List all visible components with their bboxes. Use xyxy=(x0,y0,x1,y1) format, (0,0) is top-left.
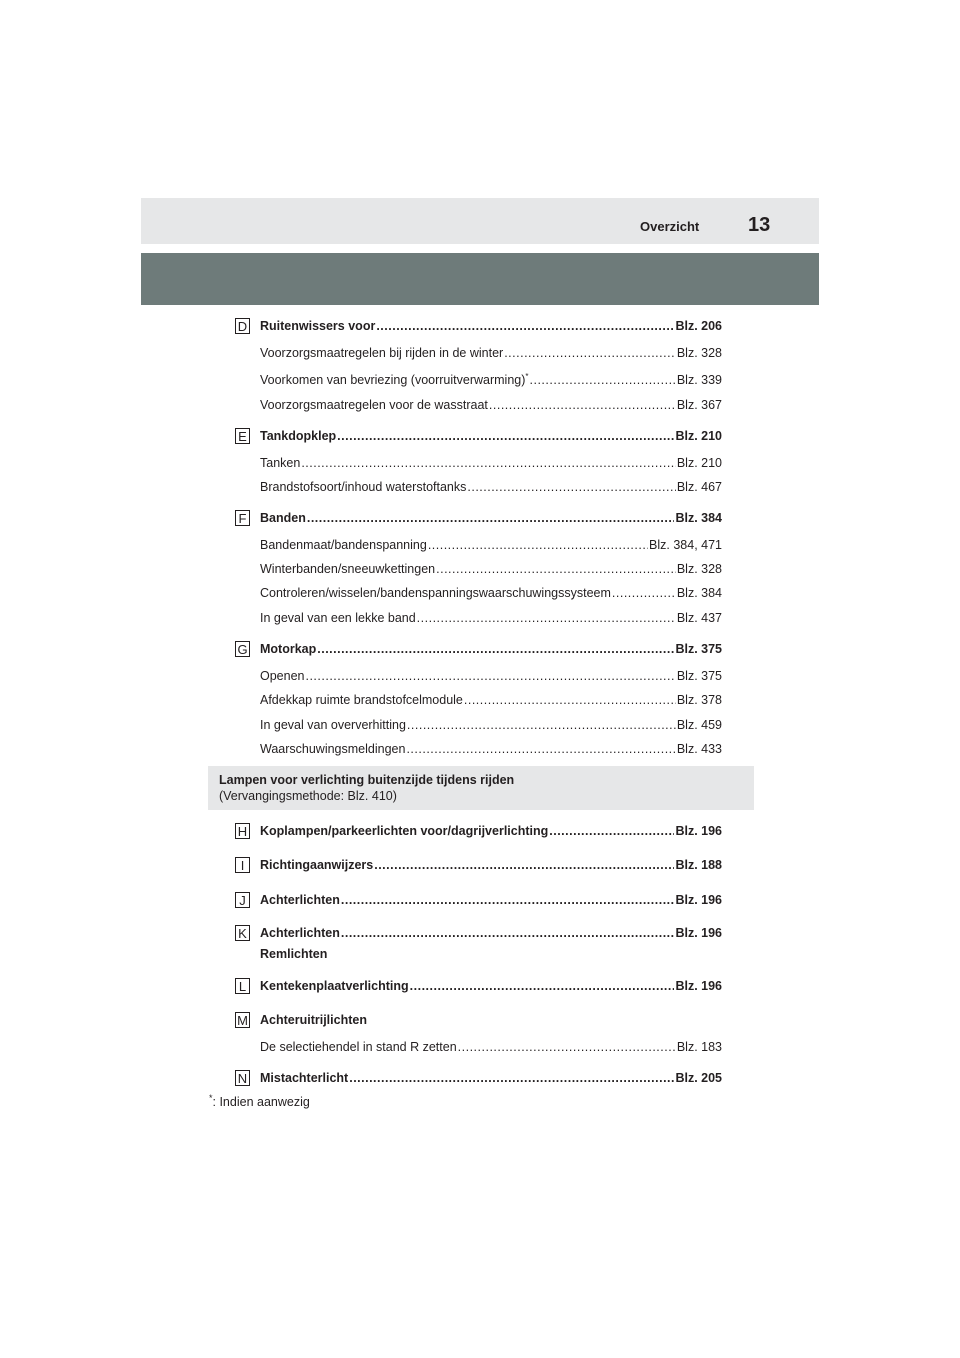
entry-page: Blz. 375 xyxy=(675,642,722,656)
entry-page: Blz. 367 xyxy=(676,398,722,412)
toc-entry-remlichten[interactable] xyxy=(260,946,722,962)
section-badge-d: D xyxy=(235,318,250,334)
entry-label: Mistachterlicht xyxy=(260,1071,349,1085)
entry-label: Openen xyxy=(260,669,305,683)
toc-entry-achterlichten-rem[interactable] xyxy=(260,925,722,941)
entry-page: Blz. 384, 471 xyxy=(649,538,722,552)
footnote xyxy=(209,1092,310,1109)
toc-subentry[interactable] xyxy=(260,692,722,708)
entry-label: Afdekkap ruimte brandstofcelmodule xyxy=(260,693,463,707)
toc-entry-banden[interactable] xyxy=(260,510,722,526)
toc-subentry[interactable] xyxy=(260,372,722,388)
leader-dots xyxy=(489,397,676,413)
entry-page: Blz. 378 xyxy=(676,693,722,707)
toc-entry-motorkap[interactable] xyxy=(260,641,722,657)
leader-dots xyxy=(305,668,675,684)
entry-label: Controleren/wisselen/bandenspanningswaarschuwingssysteem xyxy=(260,586,611,600)
footnote-text: : Indien aanwezig xyxy=(212,1095,310,1109)
entry-page: Blz. 384 xyxy=(675,511,722,525)
entry-page: Blz. 205 xyxy=(675,1071,722,1085)
entry-label: Waarschuwingsmeldingen xyxy=(260,742,406,756)
toc-subentry[interactable] xyxy=(260,345,722,361)
leader-dots xyxy=(504,345,676,361)
leader-dots xyxy=(467,479,675,495)
leader-dots xyxy=(436,561,676,577)
entry-page: Blz. 433 xyxy=(676,742,722,756)
entry-label: Winterbanden/sneeuwkettingen xyxy=(260,562,436,576)
entry-page: Blz. 339 xyxy=(676,373,722,387)
entry-page: Blz. 210 xyxy=(676,456,722,470)
notice-subtitle: (Vervangingsmethode: Blz. 410) xyxy=(219,789,397,803)
entry-page: Blz. 467 xyxy=(676,480,722,494)
entry-label: In geval van oververhitting xyxy=(260,718,406,732)
entry-label: Banden xyxy=(260,511,306,525)
toc-entry-achterlichten[interactable] xyxy=(260,892,722,908)
section-badge-i: I xyxy=(235,857,250,873)
entry-label: Tankdopklep xyxy=(260,429,337,443)
section-badge-m: M xyxy=(235,1012,250,1028)
leader-dots xyxy=(530,372,676,388)
leader-dots xyxy=(428,537,648,553)
leader-dots xyxy=(376,318,674,334)
toc-entry-tankdopklep[interactable] xyxy=(260,428,722,444)
entry-page: Blz. 328 xyxy=(676,562,722,576)
section-badge-j: J xyxy=(235,892,250,908)
leader-dots xyxy=(341,892,675,908)
toc-entry-richtingaanwijzers[interactable] xyxy=(260,857,722,873)
toc-subentry[interactable] xyxy=(260,537,722,553)
leader-dots xyxy=(374,857,674,873)
leader-dots xyxy=(307,510,675,526)
footnote-marker: * xyxy=(525,372,529,381)
toc-subentry[interactable] xyxy=(260,585,722,601)
entry-label: Kentekenplaatverlichting xyxy=(260,979,409,993)
entry-page: Blz. 196 xyxy=(675,824,722,838)
entry-label: In geval van een lekke band xyxy=(260,611,416,625)
leader-dots xyxy=(407,717,676,733)
leader-dots xyxy=(549,823,674,839)
entry-page: Blz. 206 xyxy=(675,319,722,333)
entry-page: Blz. 210 xyxy=(675,429,722,443)
entry-label: Motorkap xyxy=(260,642,317,656)
leader-dots xyxy=(301,455,676,471)
section-badge-n: N xyxy=(235,1070,250,1086)
entry-label: Bandenmaat/bandenspanning xyxy=(260,538,427,552)
footnote-marker: * xyxy=(209,1092,213,1103)
entry-label: Brandstofsoort/inhoud waterstoftanks xyxy=(260,480,467,494)
entry-label: Voorzorgsmaatregelen voor de wasstraat xyxy=(260,398,488,412)
toc-subentry[interactable] xyxy=(260,741,722,757)
leader-dots xyxy=(406,741,675,757)
leader-dots xyxy=(458,1039,676,1055)
section-title: Overzicht xyxy=(640,219,700,234)
entry-page: Blz. 188 xyxy=(675,858,722,872)
entry-label: Voorzorgsmaatregelen bij rijden in de winter xyxy=(260,346,504,360)
header-band xyxy=(141,253,819,305)
toc-subentry[interactable] xyxy=(260,1039,722,1055)
leader-dots xyxy=(349,1070,674,1086)
toc-subentry[interactable] xyxy=(260,717,722,733)
page-number: 13 xyxy=(748,214,771,236)
section-badge-k: K xyxy=(235,925,250,941)
toc-entry-achteruitrijlichten[interactable] xyxy=(260,1012,722,1028)
entry-page: Blz. 196 xyxy=(675,893,722,907)
toc-entry-ruitenwissers[interactable] xyxy=(260,318,722,334)
entry-page: Blz. 384 xyxy=(676,586,722,600)
section-badge-e: E xyxy=(235,428,250,444)
entry-page: Blz. 375 xyxy=(676,669,722,683)
leader-dots xyxy=(317,641,674,657)
entry-page: Blz. 196 xyxy=(675,979,722,993)
section-badge-f: F xyxy=(235,510,250,526)
toc-subentry[interactable] xyxy=(260,668,722,684)
leader-dots xyxy=(341,925,675,941)
entry-label: Voorkomen van bevriezing (voorruitverwarming)* xyxy=(260,372,529,387)
section-badge-g: G xyxy=(235,641,250,657)
page-header xyxy=(141,198,819,244)
entry-label: De selectiehendel in stand R zetten xyxy=(260,1040,457,1054)
toc-entry-kentekenplaat[interactable] xyxy=(260,978,722,994)
entry-label: Koplampen/parkeerlichten voor/dagrijverlichting xyxy=(260,824,549,838)
entry-page: Blz. 328 xyxy=(676,346,722,360)
toc-entry-koplampen[interactable] xyxy=(260,823,722,839)
leader-dots xyxy=(410,978,675,994)
entry-label: Ruitenwissers voor xyxy=(260,319,376,333)
entry-label: Richtingaanwijzers xyxy=(260,858,374,872)
toc-subentry[interactable] xyxy=(260,610,722,626)
section-badge-l: L xyxy=(235,978,250,994)
toc-subentry[interactable] xyxy=(260,561,722,577)
entry-label: Achterlichten xyxy=(260,893,340,907)
toc-subentry[interactable] xyxy=(260,455,722,471)
entry-page: Blz. 459 xyxy=(676,718,722,732)
entry-page: Blz. 183 xyxy=(676,1040,722,1054)
lamps-notice-box xyxy=(208,766,754,810)
leader-dots xyxy=(612,585,676,601)
entry-label: Achteruitrijlichten xyxy=(260,1013,367,1027)
entry-label: Achterlichten xyxy=(260,926,340,940)
toc-subentry[interactable] xyxy=(260,479,722,495)
leader-dots xyxy=(337,428,674,444)
notice-title: Lampen voor verlichting buitenzijde tijdens rijden xyxy=(219,773,515,787)
toc-subentry[interactable] xyxy=(260,397,722,413)
section-badge-h: H xyxy=(235,823,250,839)
entry-page: Blz. 437 xyxy=(676,611,722,625)
leader-dots xyxy=(417,610,676,626)
toc-entry-mistachterlicht[interactable] xyxy=(260,1070,722,1086)
entry-label: Remlichten xyxy=(260,947,328,961)
entry-page: Blz. 196 xyxy=(675,926,722,940)
leader-dots xyxy=(464,692,676,708)
entry-label: Tanken xyxy=(260,456,301,470)
